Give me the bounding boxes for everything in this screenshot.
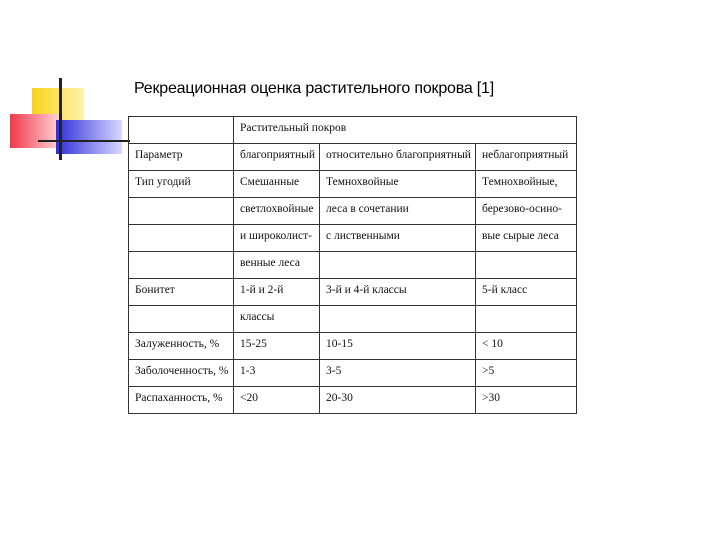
deco-blue-square [56,120,122,154]
table-group-header-row [129,117,577,144]
table-cell [320,252,476,279]
table-row [129,225,577,252]
table-cell [320,306,476,333]
table-cell: Залуженность, % [129,333,234,360]
table-cell: классы [234,306,320,333]
vegetation-assessment-table [128,116,577,414]
table-cell [129,117,234,144]
table-cell: 3-й и 4-й классы [320,279,476,306]
deco-red-square [10,114,60,148]
table-cell: венные леса [234,252,320,279]
table-cell [476,306,577,333]
table-cell: >5 [476,360,577,387]
table-row [129,198,577,225]
table-cell: и широколист- [234,225,320,252]
table-cell [129,225,234,252]
slide-title: Рекреационная оценка растительного покрова [1] [134,80,494,97]
deco-horizontal-line [38,140,130,142]
table-cell: вые сырые леса [476,225,577,252]
table-row [129,306,577,333]
table-cell: 1-3 [234,360,320,387]
table-cell [129,306,234,333]
table-header-row [129,144,577,171]
table-cell [129,198,234,225]
table-cell: 3-5 [320,360,476,387]
deco-vertical-line [59,78,62,160]
table-cell: Темнохвойные, [476,171,577,198]
decorative-squares [0,0,140,170]
table-cell [129,252,234,279]
table-cell: <20 [234,387,320,414]
table-cell: 20-30 [320,387,476,414]
table-cell: >30 [476,387,577,414]
table-row [129,171,577,198]
column-header: относительно благоприятный [320,144,476,171]
table-cell: с лиственными [320,225,476,252]
table-row [129,279,577,306]
table-cell: леса в сочетании [320,198,476,225]
column-header: Параметр [129,144,234,171]
table-row [129,360,577,387]
table-cell: 5-й класс [476,279,577,306]
group-header-cell: Растительный покров [234,117,577,144]
table-cell: < 10 [476,333,577,360]
table-cell: 10-15 [320,333,476,360]
table-cell: Тип угодий [129,171,234,198]
table-cell: 1-й и 2-й [234,279,320,306]
table-cell: Смешанные [234,171,320,198]
table-cell [476,252,577,279]
table-cell: Распаханность, % [129,387,234,414]
table-cell: Темнохвойные [320,171,476,198]
table-row [129,333,577,360]
table-row [129,387,577,414]
table-cell: березово-осино- [476,198,577,225]
column-header: неблагоприятный [476,144,577,171]
table-cell: 15-25 [234,333,320,360]
column-header: благоприятный [234,144,320,171]
table-cell: светлохвойные [234,198,320,225]
table-cell: Заболоченность, % [129,360,234,387]
table-cell: Бонитет [129,279,234,306]
table-row [129,252,577,279]
